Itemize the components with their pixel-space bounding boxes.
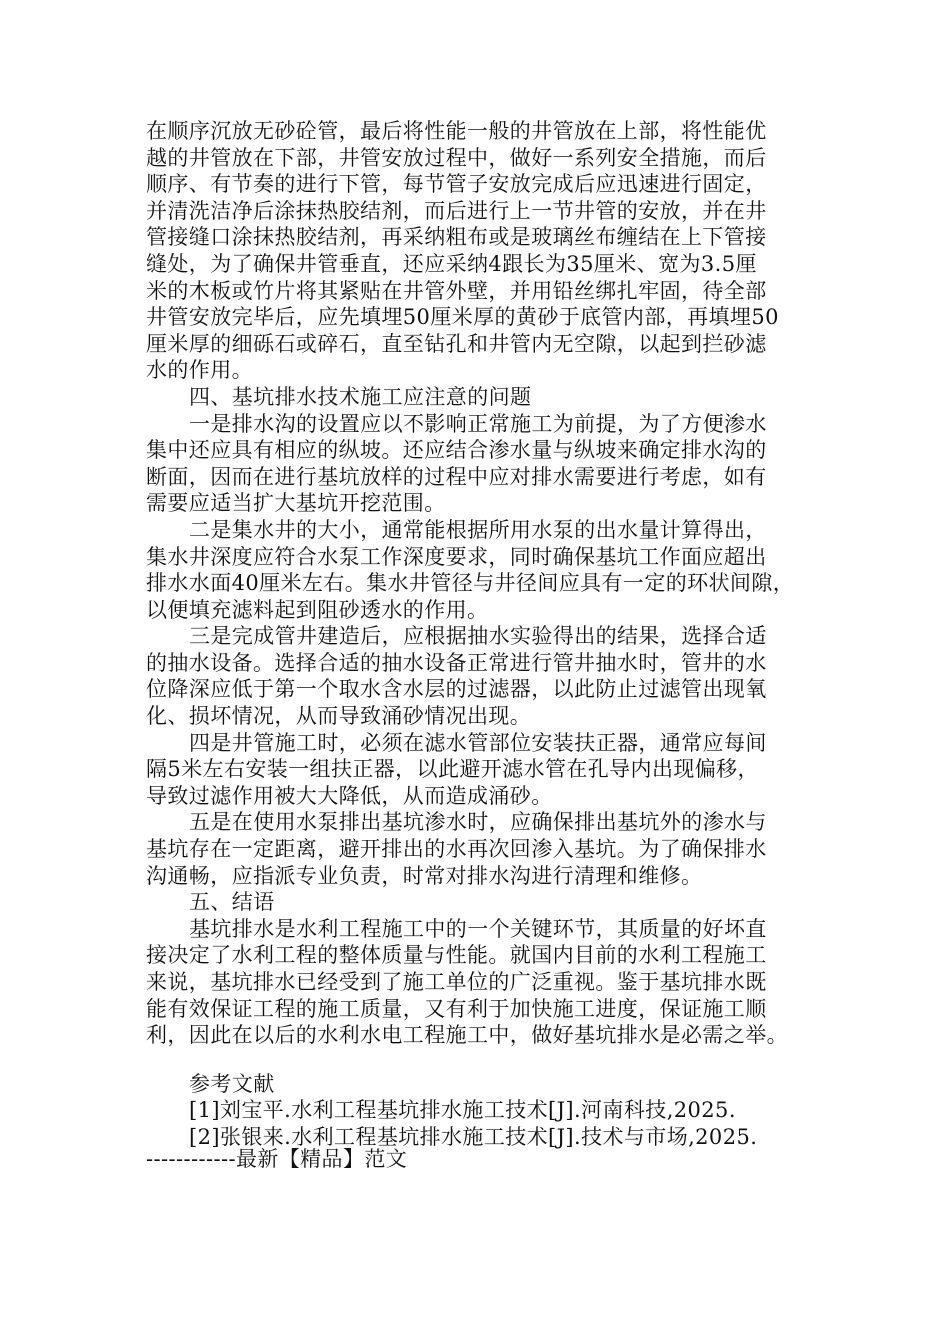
text-line: 接决定了水利工程的整体质量与性能。就国内目前的水利工程施工 <box>146 943 767 968</box>
text-line: 集中还应具有相应的纵坡。还应结合渗水量与纵坡来确定排水沟的 <box>146 438 767 463</box>
body-text <box>146 118 808 1049</box>
text-line: 断面，因而在进行基坑放样的过程中应对排水需要进行考虑，如有 <box>146 464 767 489</box>
text-line: 沟通畅，应指派专业负责，时常对排水沟进行清理和维修。 <box>146 863 703 888</box>
document-page <box>146 118 808 1151</box>
text-line: 管接缝口涂抹热胶结剂，再采纳粗布或是玻璃丝布缠结在上下管接 <box>146 225 767 250</box>
para-point-5 <box>146 809 808 889</box>
text-line: 顺序、有节奏的进行下管，每节管子安放完成后应迅速进行固定， <box>146 172 767 197</box>
para-point-3 <box>146 623 808 729</box>
text-line: 四是井管施工时，必须在滤水管部位安装扶正器，通常应每间 <box>189 730 767 755</box>
para-well-pipe-installation <box>146 118 808 384</box>
text-line: 集水井深度应符合水泵工作深度要求，同时确保基坑工作面应超出 <box>146 544 767 569</box>
text-line: 基坑排水是水利工程施工中的一个关键环节，其质量的好坏直 <box>189 916 767 941</box>
text-line: 以便填充滤料起到阻砂透水的作用。 <box>146 597 489 622</box>
text-line: 五是在使用水泵排出基坑渗水时，应确保排出基坑外的渗水与 <box>189 810 767 835</box>
text-line: 隔5米左右安装一组扶正器，以此避开滤水管在孔导内出现偏移， <box>146 757 759 782</box>
para-point-1 <box>146 411 808 517</box>
text-line: 一是排水沟的设置应以不影响正常施工为前提，为了方便渗水 <box>189 411 767 436</box>
text-line: 基坑存在一定距离，避开排出的水再次回渗入基坑。为了确保排水 <box>146 837 767 862</box>
reference-item-1: [1]刘宝平.水利工程基坑排水施工技术[J].河南科技,2025. <box>189 1098 736 1123</box>
text-line: 厘米厚的细砾石或碎石，直至钻孔和井管内无空隙，以起到拦砂滤 <box>146 331 767 356</box>
text-line: 缝处，为了确保井管垂直，还应采纳4跟长为35厘米、宽为3.5厘 <box>146 251 757 276</box>
footer-text: ------------最新【精品】范文 <box>146 1147 408 1171</box>
text-line: 在顺序沉放无砂砼管，最后将性能一般的井管放在上部，将性能优 <box>146 119 767 143</box>
para-point-4 <box>146 730 808 810</box>
heading-section-5 <box>146 889 808 916</box>
text-line: 位降深应低于第一个取水含水层的过滤器，以此防止过滤管出现氧 <box>146 677 767 702</box>
text-line: 利，因此在以后的水利水电工程施工中，做好基坑排水是必需之举。 <box>146 1023 788 1048</box>
text-line: 化、损坏情况，从而导致涌砂情况出现。 <box>146 704 532 729</box>
reference-item-2: [2]张银来.水利工程基坑排水施工技术[J].技术与市场,2025. <box>189 1124 758 1149</box>
text-line: 导致过滤作用被大大降低，从而造成涌砂。 <box>146 783 553 808</box>
text-line: 五、结语 <box>189 890 275 915</box>
para-point-2 <box>146 517 808 623</box>
text-line: 越的井管放在下部，井管安放过程中，做好一系列安全措施，而后 <box>146 145 767 170</box>
text-line: 四、基坑排水技术施工应注意的问题 <box>189 384 532 409</box>
references-heading: 参考文献 <box>189 1071 275 1096</box>
references-section <box>146 1071 808 1151</box>
text-line: 并清洗洁净后涂抹热胶结剂，而后进行上一节井管的安放，并在井 <box>146 198 767 223</box>
text-line: 井管安放完毕后，应先填埋50厘米厚的黄砂于底管内部，再填埋50 <box>146 305 779 330</box>
heading-section-4 <box>146 384 808 411</box>
text-line: 需要应适当扩大基坑开挖范围。 <box>146 491 446 516</box>
text-line: 二是集水井的大小，通常能根据所用水泵的出水量计算得出， <box>189 517 767 542</box>
text-line: 来说，基坑排水已经受到了施工单位的广泛重视。鉴于基坑排水既 <box>146 970 767 994</box>
text-line: 的抽水设备。选择合适的抽水设备正常进行管井抽水时，管井的水 <box>146 650 767 675</box>
text-line: 水的作用。 <box>146 358 253 383</box>
text-line: 排水水面40厘米左右。集水井管径与井径间应具有一定的环状间隙， <box>146 571 795 596</box>
para-conclusion <box>146 916 808 1049</box>
text-line: 能有效保证工程的施工质量，又有利于加快施工进度，保证施工顺 <box>146 996 767 1021</box>
text-line: 米的木板或竹片将其紧贴在井管外壁，并用铅丝绑扎牢固，待全部 <box>146 278 767 303</box>
text-line: 三是完成管井建造后，应根据抽水实验得出的结果，选择合适 <box>189 624 767 649</box>
